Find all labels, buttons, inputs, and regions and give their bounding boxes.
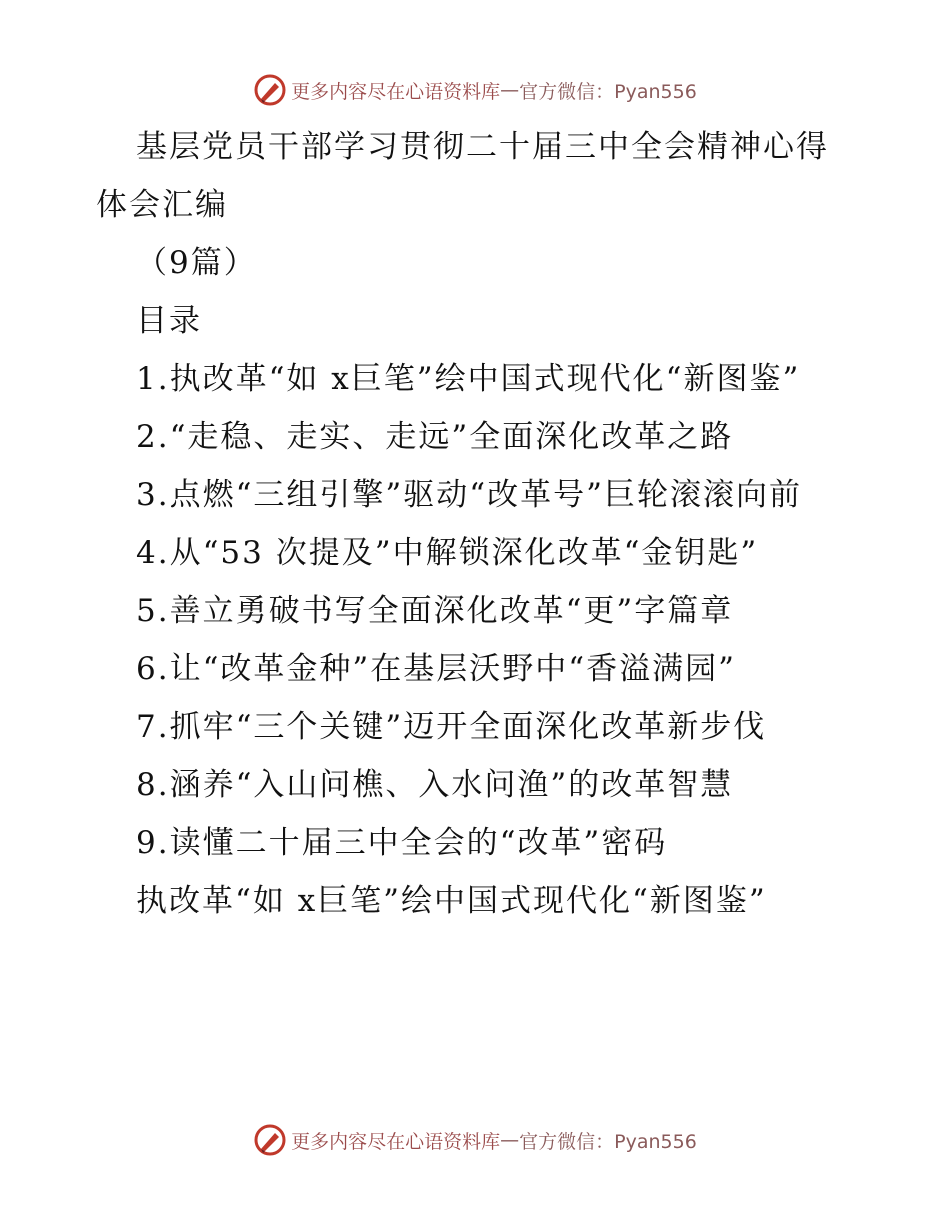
toc-item: 8.涵养“入山问樵、入水问渔”的改革智慧 bbox=[136, 767, 734, 803]
pen-logo-icon bbox=[253, 73, 287, 107]
toc-item: 3.点燃“三组引擎”驱动“改革号”巨轮滚滚向前 bbox=[136, 477, 802, 513]
footer-banner bbox=[0, 1120, 950, 1160]
banner-separator: — bbox=[500, 79, 520, 101]
banner-separator: — bbox=[500, 1129, 520, 1151]
toc-item: 9.读懂二十届三中全会的“改革”密码 bbox=[136, 825, 668, 861]
banner-text: 更多内容尽在心语资料库 bbox=[291, 1130, 501, 1153]
toc-heading: 目录 bbox=[136, 303, 202, 339]
toc-item: 5.善立勇破书写全面深化改革“更”字篇章 bbox=[136, 593, 734, 629]
toc-item: 7.抓牢“三个关键”迈开全面深化改革新步伐 bbox=[136, 709, 767, 745]
banner-text: 更多内容尽在心语资料库 bbox=[291, 80, 501, 103]
section-title: 执改革“如 x巨笔”绘中国式现代化“新图鉴” bbox=[136, 883, 767, 919]
header-banner bbox=[0, 70, 950, 110]
document-body bbox=[96, 118, 856, 930]
banner-contact: 官方微信：Pyan556 bbox=[519, 80, 697, 103]
banner-contact: 官方微信：Pyan556 bbox=[519, 1130, 697, 1153]
toc-item: 6.让“改革金种”在基层沃野中“香溢满园” bbox=[136, 651, 736, 687]
toc-item: 2.“走稳、走实、走远”全面深化改革之路 bbox=[136, 419, 734, 455]
document-title: 基层党员干部学习贯彻二十届三中全会精神心得体会汇编 bbox=[96, 129, 829, 223]
pen-logo-icon bbox=[253, 1123, 287, 1157]
toc-item: 1.执改革“如 x巨笔”绘中国式现代化“新图鉴” bbox=[136, 361, 801, 397]
toc-item: 4.从“53 次提及”中解锁深化改革“金钥匙” bbox=[136, 535, 759, 571]
document-count: （9篇） bbox=[136, 245, 257, 281]
